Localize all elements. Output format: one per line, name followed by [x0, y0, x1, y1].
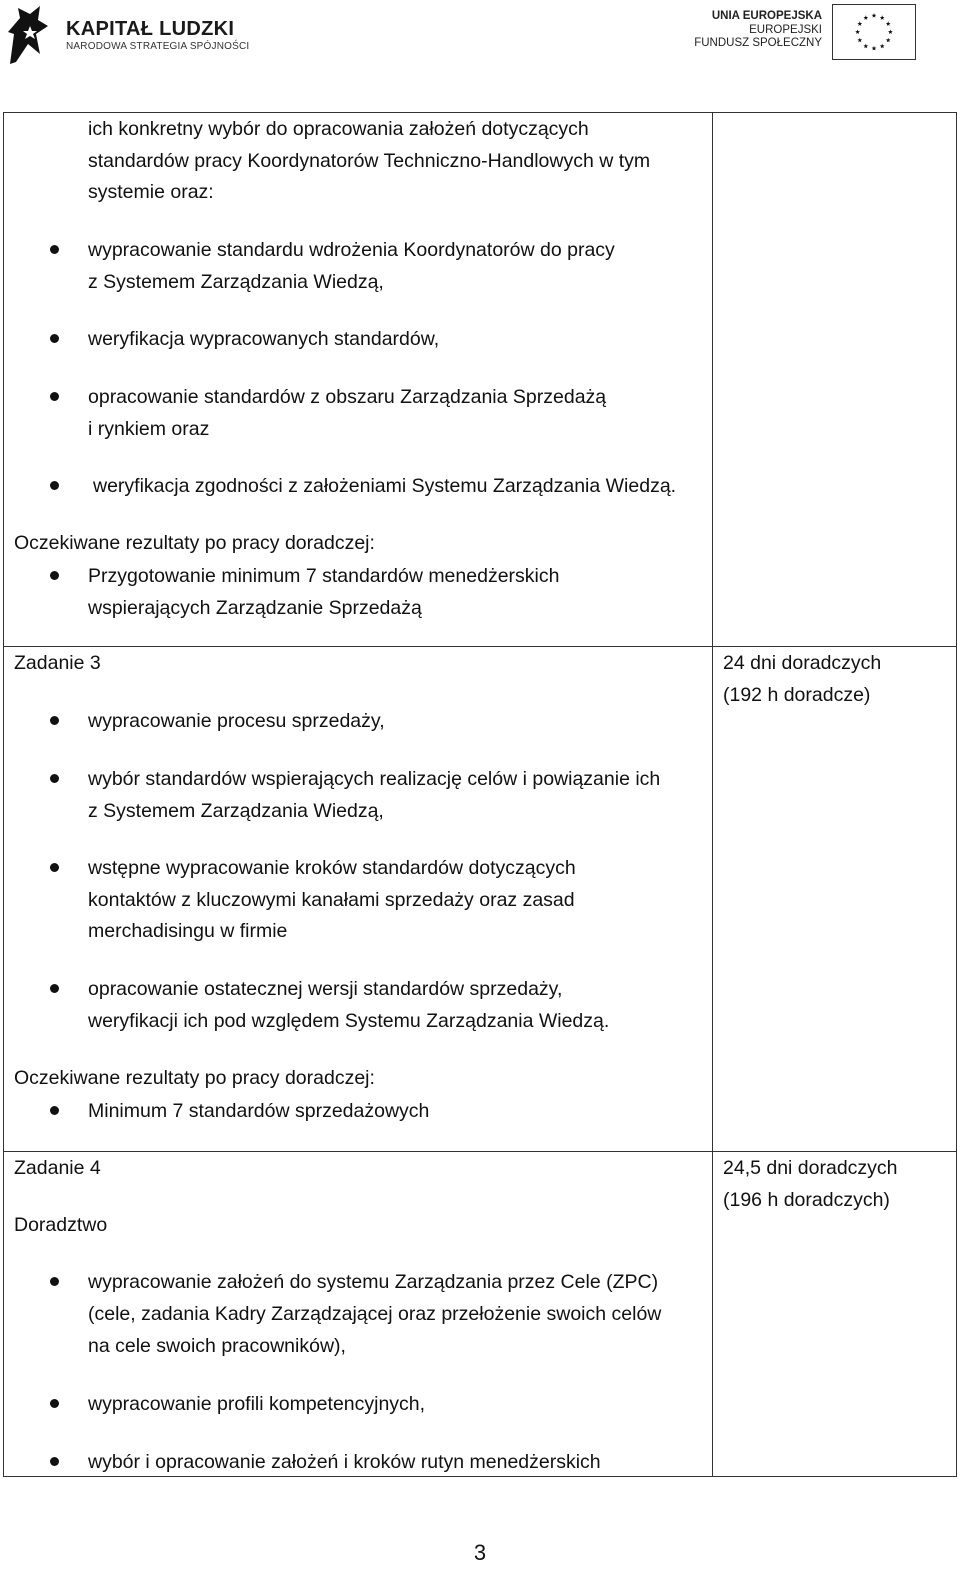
bullet-item-text: i rynkiem oraz — [88, 418, 210, 440]
bullet-icon — [50, 571, 59, 580]
bullet-icon — [50, 481, 59, 490]
result-item-text: Minimum 7 standardów sprzedażowych — [88, 1100, 430, 1122]
bullet-icon — [50, 245, 59, 254]
row-days — [713, 113, 957, 647]
days-count: 24 dni doradczych — [723, 652, 882, 674]
results-label: Oczekiwane rezultaty po pracy doradczej: — [14, 532, 375, 554]
eu-star-icon — [863, 44, 868, 49]
eu-star-icon — [880, 15, 885, 20]
eu-star-icon — [863, 15, 868, 20]
row-description — [4, 113, 712, 646]
eu-star-icon — [880, 44, 885, 49]
bullet-item-text: wybór standardów wspierających realizację celów i powiązanie ich — [88, 768, 661, 790]
eu-star-icon — [872, 13, 877, 18]
bullet-icon — [50, 863, 59, 872]
eu-logo-line1: UNIA EUROPEJSKA — [711, 10, 822, 22]
eu-star-icon — [857, 38, 862, 43]
bullet-icon — [50, 716, 59, 725]
bullet-icon — [50, 1399, 59, 1408]
eu-star-icon — [855, 29, 860, 34]
kapital-ludzki-title: KAPITAŁ LUDZKI — [66, 18, 235, 40]
bullet-item-text: opracowanie standardów z obszaru Zarządzania Sprzedażą — [88, 386, 607, 408]
eu-star-icon — [886, 38, 891, 43]
bullet-item-text: wypracowanie procesu sprzedaży, — [88, 710, 385, 732]
eu-star-icon — [857, 21, 862, 26]
bullet-item-text: weryfikacji ich pod względem Systemu Zarządzania Wiedzą. — [88, 1010, 610, 1032]
bullet-icon — [50, 984, 59, 993]
days-count: 24,5 dni doradczych — [723, 1157, 898, 1179]
row-days — [713, 1152, 956, 1476]
bullet-icon — [50, 1277, 59, 1286]
table-row — [4, 1152, 957, 1477]
result-item-text: wspierających Zarządzanie Sprzedażą — [88, 597, 422, 619]
hours-count: (196 h doradczych) — [723, 1189, 890, 1211]
row-description — [4, 1152, 712, 1476]
bullet-item-text: (cele, zadania Kadry Zarządzającej oraz przełożenie swoich celów — [88, 1303, 662, 1325]
bullet-icon — [50, 334, 59, 343]
eu-star-icon — [886, 21, 891, 26]
eu-flag-icon — [832, 4, 916, 60]
paragraph-line: ich konkretny wybór do opracowania założeń dotyczących — [88, 118, 589, 140]
hours-count: (192 h doradcze) — [723, 684, 871, 706]
table-row — [4, 113, 957, 647]
task-subtitle: Doradztwo — [14, 1214, 108, 1236]
bullet-item-text: wypracowanie założeń do systemu Zarządzania przez Cele (ZPC) — [88, 1271, 659, 1293]
row-description — [4, 647, 712, 1151]
results-label: Oczekiwane rezultaty po pracy doradczej: — [14, 1067, 375, 1089]
paragraph-line: standardów pracy Koordynatorów Techniczno-Handlowych w tym — [88, 150, 651, 172]
bullet-item-text: wybór i opracowanie założeń i kroków rutyn menedżerskich — [88, 1451, 601, 1473]
eu-logo-text — [694, 10, 822, 51]
bullet-item-text: z Systemem Zarządzania Wiedzą, — [88, 800, 384, 822]
bullet-item-text: wypracowanie profili kompetencyjnych, — [88, 1393, 426, 1415]
kapital-ludzki-logo-icon — [6, 4, 50, 66]
page-header — [0, 0, 960, 80]
task-title: Zadanie 4 — [14, 1157, 101, 1179]
eu-logo-line3: FUNDUSZ SPOŁECZNY — [694, 37, 822, 49]
eu-star-icon — [888, 29, 893, 34]
bullet-item-text: z Systemem Zarządzania Wiedzą, — [88, 271, 384, 293]
eu-logo-line2: EUROPEJSKI — [749, 23, 822, 36]
bullet-icon — [50, 392, 59, 401]
bullet-icon — [50, 1457, 59, 1466]
eu-star-icon — [872, 46, 877, 51]
bullet-item-text: wstępne wypracowanie kroków standardów dotyczących — [88, 857, 576, 879]
bullet-item-text: kontaktów z kluczowymi kanałami sprzedaży oraz zasad — [88, 889, 575, 911]
bullet-item-text: merchadisingu w firmie — [88, 920, 288, 942]
task-table — [3, 112, 957, 1477]
table-row — [4, 647, 957, 1152]
bullet-item-text: weryfikacja wypracowanych standardów, — [88, 328, 440, 350]
bullet-icon — [50, 1106, 59, 1115]
bullet-item-text: opracowanie ostatecznej wersji standardów sprzedaży, — [88, 978, 563, 1000]
bullet-icon — [50, 774, 59, 783]
task-title: Zadanie 3 — [14, 652, 101, 674]
result-item-text: Przygotowanie minimum 7 standardów menedżerskich — [88, 565, 560, 587]
kapital-ludzki-subtitle: NARODOWA STRATEGIA SPÓJNOŚCI — [66, 41, 250, 52]
paragraph-line: systemie oraz: — [88, 181, 214, 203]
row-days — [713, 647, 956, 1151]
bullet-item-text: weryfikacja zgodności z założeniami Systemu Zarządzania Wiedzą. — [93, 475, 677, 497]
bullet-item-text: na cele swoich pracowników), — [88, 1335, 346, 1357]
page-number: 3 — [473, 1540, 487, 1565]
bullet-item-text: wypracowanie standardu wdrożenia Koordynatorów do pracy — [88, 239, 615, 261]
